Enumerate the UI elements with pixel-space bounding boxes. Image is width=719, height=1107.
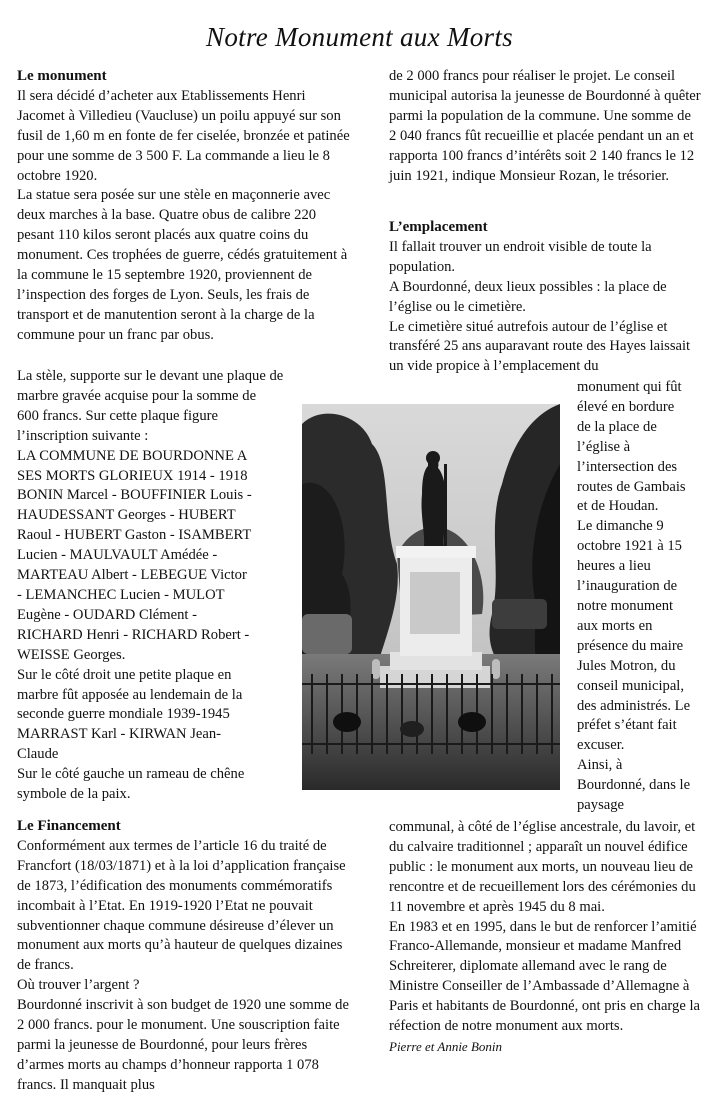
text-line: marbre fût apposée au lendemain de la (17, 686, 243, 703)
heading-emplacement: L’emplacement (389, 219, 488, 235)
text-line: Sur le côté gauche un rameau de chêne (17, 766, 245, 783)
text-line: MARRAST Karl - KIRWAN Jean- (17, 726, 222, 743)
text-line: seconde guerre mondiale 1939-1945 (17, 706, 230, 723)
text-line: Bourdonné, dans le (577, 777, 691, 794)
financement-continued (389, 67, 701, 186)
text-line: l’église à (577, 438, 631, 455)
text-line: de la place de (577, 418, 657, 435)
signature: Pierre et Annie Bonin (389, 1038, 503, 1054)
page-title: Notre Monument aux Morts (206, 22, 513, 52)
inscription-block (17, 367, 307, 805)
text-line: préfet s’étant fait (577, 717, 677, 734)
text-line: et de Houdan. (577, 498, 659, 515)
text-line: LA COMMUNE DE BOURDONNE A (17, 447, 248, 464)
text-line: WEISSE Georges. (17, 646, 126, 663)
section-emplacement (389, 218, 703, 377)
text-line: élevé en bordure (577, 398, 675, 415)
text-line: paysage (577, 797, 625, 814)
text-line: 600 francs. Sur cette plaque figure (17, 407, 218, 424)
text-line: SES MORTS GLORIEUX 1914 - 1918 (17, 467, 248, 484)
section-financement (17, 817, 353, 1096)
text-line: des administrés. Le (577, 697, 691, 714)
monument-photo (302, 404, 560, 790)
emplacement-wrap-text (577, 378, 717, 816)
text-line: HAUDESSANT Georges - HUBERT (17, 507, 236, 524)
paragraph: Bourdonné inscrivit à son budget de 1920 une somme de 2 000 francs. pour le monument. Une souscription faite parmi la jeunesse de Bourdonné, pour leurs frères d’armes morts au champs d’honneur rapporta 1 078 francs. Il manquait plus (17, 997, 349, 1093)
paragraph: de 2 000 francs pour réaliser le projet. Le conseil municipal autorisa la jeunesse de Bourdonné à quêter parmi la population de la commune. Une somme de 2 040 francs fût recueillie et placée pendant un an et rapporta 100 francs d’intérêts soit 2 140 francs le 12 juin 1921, indique Monsieur Rozan, le trésorier. (389, 68, 701, 184)
paragraph: Il fallait trouver un endroit visible de toute la population. (389, 238, 652, 275)
text-line: octobre 1921 à 15 (577, 538, 682, 555)
text-line: l’intersection des (577, 458, 678, 475)
text-line: Jules Motron, du (577, 657, 676, 674)
text-line: - LEMANCHEC Lucien - MULOT (17, 586, 225, 603)
text-line: monument qui fût (577, 379, 682, 395)
text-line: présence du maire (577, 637, 684, 654)
paragraph: Où trouver l’argent ? (17, 977, 140, 994)
text-line: heures a lieu (577, 558, 651, 575)
paragraph: Le cimetière situé autrefois autour de l’église et transféré 25 ans auparavant route des Hayes laissait un vide propice à l’emplacement du (389, 318, 691, 375)
text-line: RICHARD Henri - RICHARD Robert - (17, 626, 250, 643)
paragraph: Conformément aux termes de l’article 16 du traité de Francfort (18/03/1871) et à la loi d’application française de 1873, l’édification des monuments commémoratifs incombait à l’Etat. En 1919-1920 l’Etat ne pouvait subventionner chaque commune désireuse d’élever un monument aux morts qu’à hauteur de quelques dizaines de francs. (17, 837, 346, 974)
text-line: Sur le côté droit une petite plaque en (17, 666, 232, 683)
paragraph: La statue sera posée sur une stèle en maçonnerie avec deux marches à la base. Quatre obus de calibre 220 pesant 110 kilos seront placés aux quatre coins du monument. Ces trophées de guerre, cédés gratuitement à la commune le 15 septembre 1920, proviennent de l’inspection des forges de Lyon. Seuls, les frais de transport et de manutention seront à la charge de la commune pour un franc par obus. (17, 187, 348, 343)
text-line: l’inauguration de (577, 578, 678, 595)
text-line: Raoul - HUBERT Gaston - ISAMBERT (17, 527, 252, 544)
heading-monument: Le monument (17, 68, 107, 84)
paragraph: communal, à côté de l’église ancestrale, du lavoir, et du calvaire traditionnel ; apparaît un nouvel édifice public : le monument aux morts, un nouveau lieu de rencontre et de recueillement lors des cérémonies du 11 novembre et après 1945 du 8 mai. (389, 819, 696, 915)
paragraph: Il sera décidé d’acheter aux Etablissements Henri Jacomet à Villedieu (Vaucluse) un poilu appuyé sur son fusil de 1,60 m en fonte de fer ciselée, bronzée et patinée pour une somme de 3 500 F. La commande a lieu le 8 octobre 1920. (17, 87, 350, 184)
text-line: excuser. (577, 737, 625, 754)
emplacement-continued (389, 818, 703, 1057)
text-line: Eugène - OUDARD Clément - (17, 606, 197, 623)
paragraph: A Bourdonné, deux lieux possibles : la place de l’église ou le cimetière. (389, 278, 667, 315)
text-line: l’inscription suivante : (17, 427, 149, 444)
text-line: Ainsi, à (577, 757, 623, 774)
text-line: aux morts en (577, 617, 653, 634)
heading-financement: Le Financement (17, 818, 121, 834)
text-line: Lucien - MAULVAULT Amédée - (17, 547, 218, 564)
text-line: La stèle, supporte sur le devant une plaque de (17, 368, 284, 384)
text-line: symbole de la paix. (17, 786, 131, 803)
text-line: MARTEAU Albert - LEBEGUE Victor (17, 567, 247, 584)
text-line: conseil municipal, (577, 677, 684, 694)
text-line: BONIN Marcel - BOUFFINIER Louis - (17, 487, 252, 504)
text-line: marbre gravée acquise pour la somme de (17, 387, 257, 404)
text-line: notre monument (577, 597, 674, 614)
section-monument (17, 67, 353, 346)
paragraph: En 1983 et en 1995, dans le but de renforcer l’amitié Franco-Allemande, monsieur et madame Manfred Schreiterer, diplomate allemand avec le rang de Ministre Conseiller de l’Ambassade d’Allemagne à Paris et habitants de Bourdonné, ont pris en charge la réfection de notre monument aux morts. (389, 918, 700, 1035)
text-line: Claude (17, 746, 59, 763)
text-line: routes de Gambais (577, 478, 686, 495)
text-line: Le dimanche 9 (577, 518, 664, 535)
